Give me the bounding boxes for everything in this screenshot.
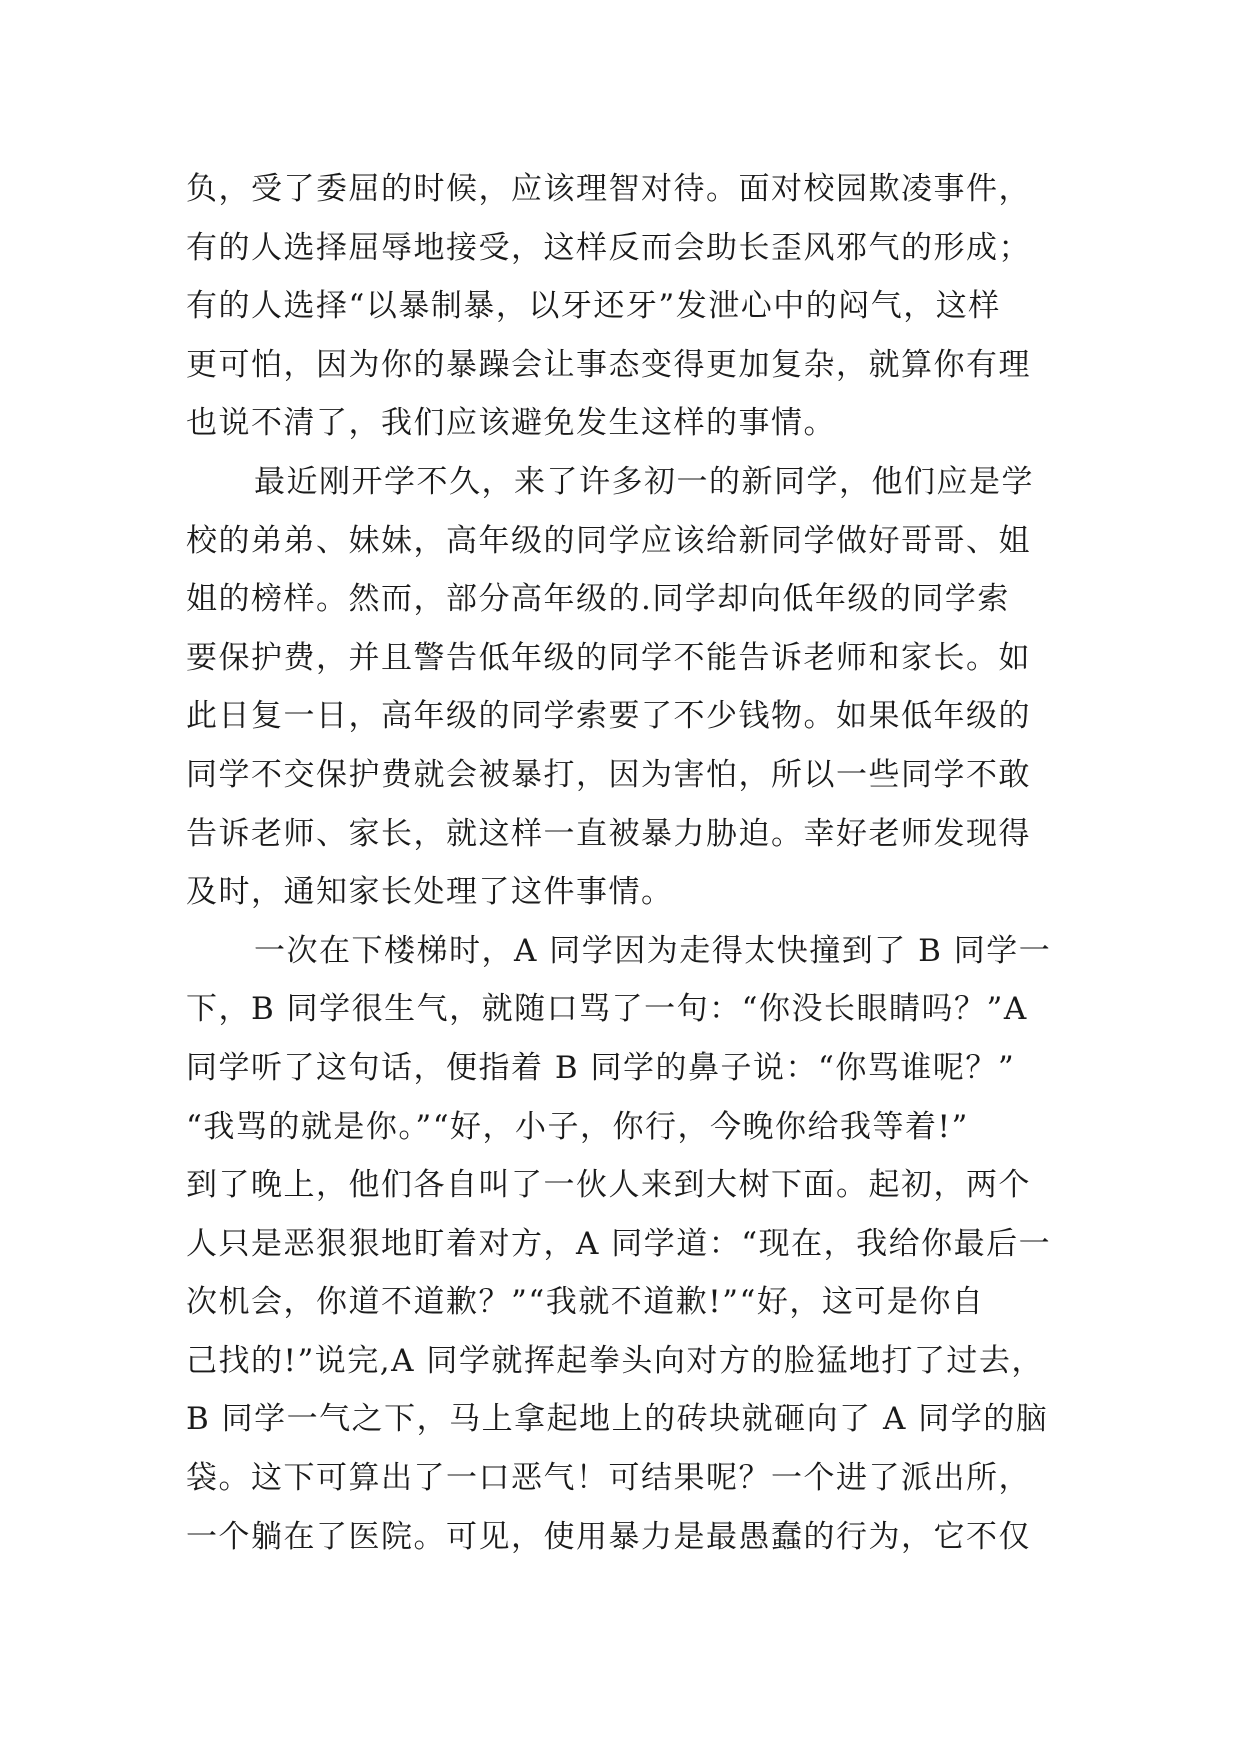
text-line: 到了晚上，他们各自叫了一伙人来到大树下面。起初，两个 — [186, 1167, 1031, 1204]
text-line: 同学不交保护费就会被暴打，因为害怕，所以一些同学不敢 — [186, 756, 1031, 793]
text-line: 有的人选择屈辱地接受，这样反而会助长歪风邪气的形成； — [186, 229, 1031, 266]
text-line: 也说不清了，我们应该避免发生这样的事情。 — [186, 405, 836, 442]
body-text — [186, 160, 1056, 1566]
text-line: 姐的榜样。然而，部分高年级的.同学却向低年级的同学索 — [186, 581, 1010, 618]
text-line: 告诉老师、家长，就这样一直被暴力胁迫。幸好老师发现得 — [186, 815, 1031, 852]
text-line: 此日复一日，高年级的同学索要了不少钱物。如果低年级的 — [186, 698, 1031, 735]
text-line: 校的弟弟、妹妹，高年级的同学应该给新同学做好哥哥、姐 — [186, 522, 1031, 559]
text-line: 袋。这下可算出了一口恶气！可结果呢？一个进了派出所， — [186, 1460, 1031, 1497]
paragraph-start-line: 一次在下楼梯时，A 同学因为走得太快撞到了 B 同学一 — [254, 932, 1052, 969]
text-line: 同学听了这句话，便指着 B 同学的鼻子说：“你骂谁呢？” — [186, 1049, 1016, 1086]
text-line: 一个躺在了医院。可见，使用暴力是最愚蠢的行为，它不仅 — [186, 1518, 1031, 1555]
text-line: 负，受了委屈的时候，应该理智对待。面对校园欺凌事件， — [186, 171, 1031, 207]
text-line: 下，B 同学很生气，就随口骂了一句：“你没长眼睛吗？”A — [186, 991, 1028, 1028]
text-line: B 同学一气之下，马上拿起地上的砖块就砸向了 A 同学的脑 — [186, 1401, 1049, 1438]
text-line: 有的人选择“以暴制暴，以牙还牙”发泄心中的闷气，这样 — [186, 288, 1001, 325]
text-line: “我骂的就是你。”“好，小子，你行，今晚你给我等着!” — [186, 1108, 969, 1145]
text-line: 次机会，你道不道歉？”“我就不道歉!”“好，这可是你自 — [186, 1284, 985, 1321]
text-line: 要保护费，并且警告低年级的同学不能告诉老师和家长。如 — [186, 639, 1031, 676]
text-line: 己找的!”说完,A 同学就挥起拳头向对方的脸猛地打了过去， — [186, 1342, 1044, 1379]
text-line: 更可怕，因为你的暴躁会让事态变得更加复杂，就算你有理 — [186, 346, 1031, 383]
text-line: 及时，通知家长处理了这件事情。 — [186, 874, 674, 911]
text-line: 人只是恶狠狠地盯着对方，A 同学道：“现在，我给你最后一 — [186, 1225, 1052, 1262]
paragraph-start-line: 最近刚开学不久，来了许多初一的新同学，他们应是学 — [254, 463, 1034, 500]
